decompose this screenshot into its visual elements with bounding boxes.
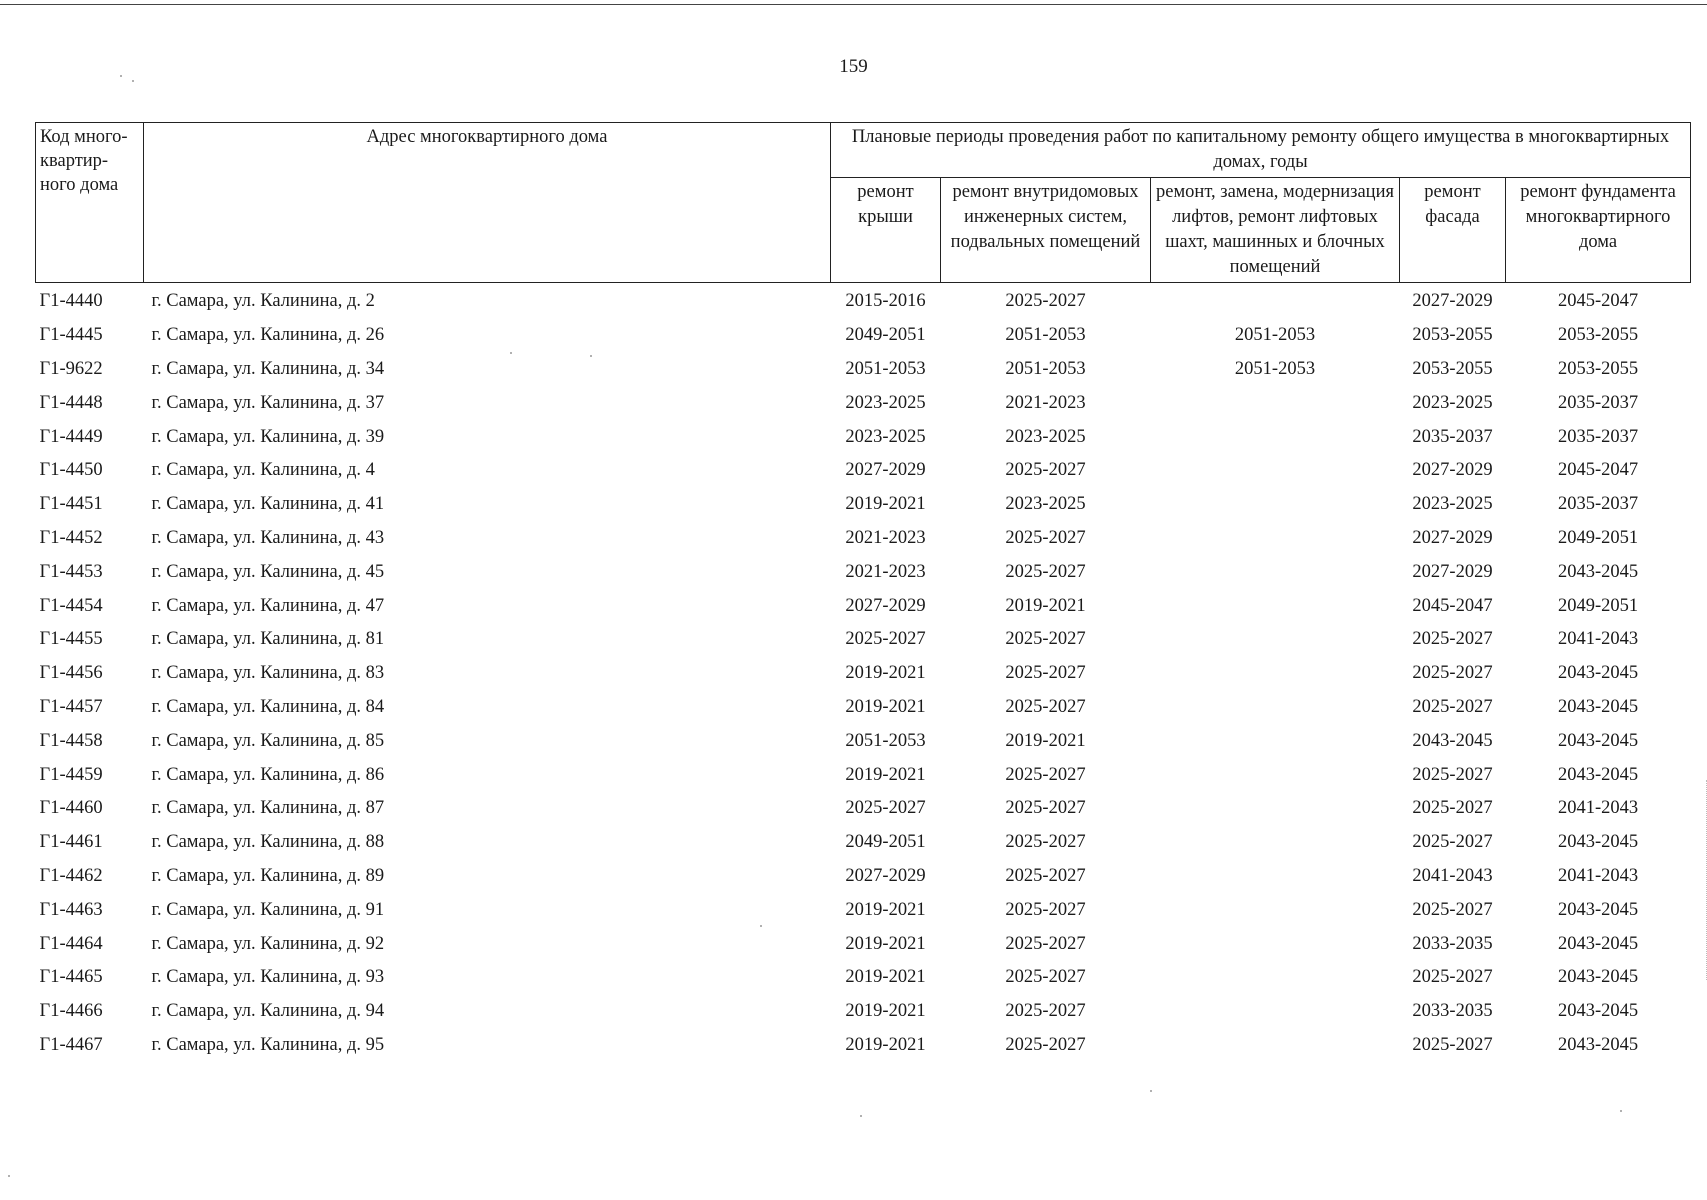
cell-facade: 2045-2047 bbox=[1412, 595, 1493, 616]
cell-address: г. Самара, ул. Калинина, д. 45 bbox=[151, 561, 385, 582]
cell-address: г. Самара, ул. Калинина, д. 47 bbox=[151, 595, 385, 616]
cell-engineering: 2025-2027 bbox=[1005, 1001, 1086, 1022]
cell-roof: 2027-2029 bbox=[845, 595, 926, 616]
table-row bbox=[36, 319, 1691, 353]
cell-roof: 2021-2023 bbox=[845, 561, 926, 582]
cell-roof: 2051-2053 bbox=[845, 358, 926, 379]
table-row bbox=[36, 961, 1691, 995]
cell-facade: 2033-2035 bbox=[1412, 1001, 1493, 1022]
cell-foundation: 2043-2045 bbox=[1557, 933, 1639, 954]
cell-address: г. Самара, ул. Калинина, д. 88 bbox=[151, 832, 385, 853]
cell-elevators bbox=[1151, 792, 1400, 826]
cell-facade: 2023-2025 bbox=[1412, 392, 1493, 413]
cell-elevators bbox=[1151, 488, 1400, 522]
cell-elevators bbox=[1151, 555, 1400, 589]
cell-roof: 2019-2021 bbox=[845, 696, 926, 717]
table-header bbox=[36, 123, 1691, 283]
cell-elevators bbox=[1151, 522, 1400, 556]
table-row bbox=[36, 724, 1691, 758]
cell-code: Г1-4467 bbox=[39, 1034, 103, 1055]
cell-facade: 2025-2027 bbox=[1412, 764, 1493, 785]
cell-code: Г1-4465 bbox=[39, 967, 103, 988]
cell-elevators bbox=[1151, 386, 1400, 420]
cell-elevators bbox=[1151, 961, 1400, 995]
cell-elevators bbox=[1151, 860, 1400, 894]
cell-facade: 2035-2037 bbox=[1412, 426, 1493, 447]
cell-code: Г1-4458 bbox=[39, 730, 103, 751]
cell-address: г. Самара, ул. Калинина, д. 87 bbox=[151, 798, 385, 819]
cell-address: г. Самара, ул. Калинина, д. 85 bbox=[151, 730, 385, 751]
cell-code: Г1-4453 bbox=[39, 561, 103, 582]
cell-foundation: 2043-2045 bbox=[1557, 1034, 1639, 1055]
cell-code: Г1-4450 bbox=[39, 460, 103, 481]
cell-foundation: 2053-2055 bbox=[1557, 325, 1639, 346]
cell-foundation: 2043-2045 bbox=[1557, 899, 1639, 920]
cell-foundation: 2043-2045 bbox=[1557, 696, 1639, 717]
cell-foundation: 2035-2037 bbox=[1557, 426, 1639, 447]
cell-foundation: 2049-2051 bbox=[1557, 595, 1639, 616]
cell-foundation: 2043-2045 bbox=[1557, 967, 1639, 988]
cell-roof: 2019-2021 bbox=[845, 933, 926, 954]
cell-roof: 2015-2016 bbox=[845, 291, 926, 312]
cell-address: г. Самара, ул. Калинина, д. 4 bbox=[151, 460, 375, 481]
cell-address: г. Самара, ул. Калинина, д. 94 bbox=[151, 1001, 385, 1022]
cell-code: Г1-4440 bbox=[39, 291, 103, 312]
table-row bbox=[36, 691, 1691, 725]
cell-code: Г1-9622 bbox=[39, 358, 103, 379]
cell-foundation: 2041-2043 bbox=[1557, 629, 1639, 650]
cell-elevators bbox=[1151, 420, 1400, 454]
cell-facade: 2023-2025 bbox=[1412, 494, 1493, 515]
cell-facade: 2053-2055 bbox=[1412, 325, 1493, 346]
cell-engineering: 2025-2027 bbox=[1005, 899, 1086, 920]
cell-address: г. Самара, ул. Калинина, д. 81 bbox=[151, 629, 385, 650]
cell-engineering: 2025-2027 bbox=[1005, 832, 1086, 853]
cell-facade: 2025-2027 bbox=[1412, 1034, 1493, 1055]
cell-code: Г1-4459 bbox=[39, 764, 103, 785]
table-row bbox=[36, 826, 1691, 860]
table-row bbox=[36, 758, 1691, 792]
cell-code: Г1-4455 bbox=[39, 629, 103, 650]
cell-engineering: 2025-2027 bbox=[1005, 460, 1086, 481]
cell-facade: 2025-2027 bbox=[1412, 798, 1493, 819]
table-row bbox=[36, 657, 1691, 691]
cell-foundation: 2043-2045 bbox=[1557, 832, 1639, 853]
cell-engineering: 2025-2027 bbox=[1005, 527, 1086, 548]
cell-code: Г1-4452 bbox=[39, 527, 103, 548]
cell-address: г. Самара, ул. Калинина, д. 86 bbox=[151, 764, 385, 785]
cell-roof: 2049-2051 bbox=[845, 325, 926, 346]
cell-address: г. Самара, ул. Калинина, д. 95 bbox=[151, 1034, 385, 1055]
cell-facade: 2025-2027 bbox=[1412, 663, 1493, 684]
cell-engineering: 2025-2027 bbox=[1005, 933, 1086, 954]
table-row bbox=[36, 386, 1691, 420]
cell-roof: 2049-2051 bbox=[845, 832, 926, 853]
cell-address: г. Самара, ул. Калинина, д. 92 bbox=[151, 933, 385, 954]
cell-foundation: 2041-2043 bbox=[1557, 798, 1639, 819]
cell-roof: 2019-2021 bbox=[845, 899, 926, 920]
cell-code: Г1-4454 bbox=[39, 595, 103, 616]
cell-foundation: 2049-2051 bbox=[1557, 527, 1639, 548]
table-row bbox=[36, 555, 1691, 589]
scan-speck bbox=[132, 80, 134, 82]
cell-elevators bbox=[1151, 995, 1400, 1029]
cell-roof: 2051-2053 bbox=[845, 730, 926, 751]
cell-address: г. Самара, ул. Калинина, д. 39 bbox=[151, 426, 385, 447]
scan-speck bbox=[860, 1115, 862, 1117]
cell-engineering: 2019-2021 bbox=[1005, 730, 1086, 751]
cell-roof: 2027-2029 bbox=[845, 460, 926, 481]
cell-facade: 2027-2029 bbox=[1412, 291, 1493, 312]
cell-roof: 2023-2025 bbox=[845, 392, 926, 413]
cell-code: Г1-4463 bbox=[39, 899, 103, 920]
cell-engineering: 2025-2027 bbox=[1005, 663, 1086, 684]
cell-roof: 2021-2023 bbox=[845, 527, 926, 548]
cell-facade: 2025-2027 bbox=[1412, 832, 1493, 853]
cell-elevators: 2051-2053 bbox=[1234, 358, 1316, 379]
table-row bbox=[36, 353, 1691, 387]
cell-engineering: 2025-2027 bbox=[1005, 291, 1086, 312]
scan-speck bbox=[1620, 1110, 1622, 1112]
table-row bbox=[36, 589, 1691, 623]
cell-facade: 2027-2029 bbox=[1412, 527, 1493, 548]
cell-code: Г1-4457 bbox=[39, 696, 103, 717]
cell-engineering: 2025-2027 bbox=[1005, 967, 1086, 988]
table-row bbox=[36, 792, 1691, 826]
cell-engineering: 2023-2025 bbox=[1005, 494, 1086, 515]
cell-engineering: 2025-2027 bbox=[1005, 764, 1086, 785]
cell-elevators bbox=[1151, 927, 1400, 961]
cell-elevators bbox=[1151, 893, 1400, 927]
table-row bbox=[36, 283, 1691, 319]
cell-roof: 2019-2021 bbox=[845, 1034, 926, 1055]
cell-facade: 2043-2045 bbox=[1412, 730, 1493, 751]
cell-facade: 2053-2055 bbox=[1412, 358, 1493, 379]
cell-foundation: 2045-2047 bbox=[1557, 291, 1639, 312]
table-row bbox=[36, 860, 1691, 894]
header-roof: ремонт крыши bbox=[831, 178, 941, 283]
cell-elevators bbox=[1151, 758, 1400, 792]
cell-code: Г1-4448 bbox=[39, 392, 103, 413]
cell-facade: 2025-2027 bbox=[1412, 696, 1493, 717]
cell-code: Г1-4449 bbox=[39, 426, 103, 447]
cell-engineering: 2025-2027 bbox=[1005, 629, 1086, 650]
cell-engineering: 2021-2023 bbox=[1005, 392, 1086, 413]
cell-code: Г1-4464 bbox=[39, 933, 103, 954]
cell-roof: 2019-2021 bbox=[845, 1001, 926, 1022]
cell-code: Г1-4460 bbox=[39, 798, 103, 819]
cell-elevators bbox=[1151, 826, 1400, 860]
cell-facade: 2033-2035 bbox=[1412, 933, 1493, 954]
cell-elevators bbox=[1151, 589, 1400, 623]
cell-address: г. Самара, ул. Калинина, д. 2 bbox=[151, 291, 375, 312]
cell-engineering: 2025-2027 bbox=[1005, 865, 1086, 886]
cell-engineering: 2025-2027 bbox=[1005, 798, 1086, 819]
cell-facade: 2025-2027 bbox=[1412, 629, 1493, 650]
cell-facade: 2027-2029 bbox=[1412, 460, 1493, 481]
table-row bbox=[36, 1029, 1691, 1063]
table-row bbox=[36, 420, 1691, 454]
cell-engineering: 2025-2027 bbox=[1005, 696, 1086, 717]
cell-address: г. Самара, ул. Калинина, д. 41 bbox=[151, 494, 385, 515]
header-address: Адрес многоквартирного дома bbox=[144, 123, 831, 283]
header-foundation: ремонт фундамента многоквартирного дома bbox=[1506, 178, 1691, 283]
cell-address: г. Самара, ул. Калинина, д. 43 bbox=[151, 527, 385, 548]
cell-foundation: 2043-2045 bbox=[1557, 663, 1639, 684]
cell-roof: 2019-2021 bbox=[845, 967, 926, 988]
cell-foundation: 2045-2047 bbox=[1557, 460, 1639, 481]
cell-elevators bbox=[1151, 657, 1400, 691]
table-row bbox=[36, 488, 1691, 522]
cell-address: г. Самара, ул. Калинина, д. 34 bbox=[151, 358, 385, 379]
table-row bbox=[36, 995, 1691, 1029]
scan-speck bbox=[1150, 1090, 1152, 1092]
cell-address: г. Самара, ул. Калинина, д. 37 bbox=[151, 392, 385, 413]
cell-engineering: 2051-2053 bbox=[1005, 325, 1086, 346]
cell-roof: 2019-2021 bbox=[845, 494, 926, 515]
cell-foundation: 2043-2045 bbox=[1557, 730, 1639, 751]
cell-elevators bbox=[1151, 1029, 1400, 1063]
table-row bbox=[36, 927, 1691, 961]
cell-address: г. Самара, ул. Калинина, д. 91 bbox=[151, 899, 385, 920]
cell-elevators: 2051-2053 bbox=[1234, 325, 1316, 346]
cell-address: г. Самара, ул. Калинина, д. 84 bbox=[151, 696, 385, 717]
cell-engineering: 2051-2053 bbox=[1005, 358, 1086, 379]
table-body bbox=[36, 283, 1691, 1063]
cell-elevators bbox=[1151, 691, 1400, 725]
table-row bbox=[36, 522, 1691, 556]
cell-engineering: 2025-2027 bbox=[1005, 1034, 1086, 1055]
header-engineering: ремонт внутридомовых инженерных систем, подвальных помещений bbox=[941, 178, 1151, 283]
cell-facade: 2041-2043 bbox=[1412, 865, 1493, 886]
cell-code: Г1-4466 bbox=[39, 1001, 103, 1022]
cell-foundation: 2043-2045 bbox=[1557, 561, 1639, 582]
table-row bbox=[36, 893, 1691, 927]
cell-foundation: 2035-2037 bbox=[1557, 494, 1639, 515]
scan-speck bbox=[8, 1175, 10, 1177]
scan-edge-marks bbox=[1700, 780, 1707, 980]
cell-facade: 2025-2027 bbox=[1412, 967, 1493, 988]
cell-code: Г1-4456 bbox=[39, 663, 103, 684]
header-code: Код много-квартир-ного дома bbox=[36, 123, 144, 283]
header-periods: Плановые периоды проведения работ по капитальному ремонту общего имущества в многоквартирных домах, годы bbox=[831, 123, 1691, 178]
cell-facade: 2025-2027 bbox=[1412, 899, 1493, 920]
header-elevators: ремонт, замена, модернизация лифтов, ремонт лифтовых шахт, машинных и блочных помещений bbox=[1151, 178, 1400, 283]
cell-address: г. Самара, ул. Калинина, д. 83 bbox=[151, 663, 385, 684]
header-facade: ремонт фасада bbox=[1400, 178, 1506, 283]
cell-engineering: 2019-2021 bbox=[1005, 595, 1086, 616]
capital-repair-table bbox=[35, 122, 1691, 1062]
cell-roof: 2023-2025 bbox=[845, 426, 926, 447]
cell-foundation: 2041-2043 bbox=[1557, 865, 1639, 886]
scan-speck bbox=[120, 75, 122, 77]
cell-facade: 2027-2029 bbox=[1412, 561, 1493, 582]
cell-elevators bbox=[1151, 623, 1400, 657]
cell-roof: 2019-2021 bbox=[845, 663, 926, 684]
cell-foundation: 2043-2045 bbox=[1557, 1001, 1639, 1022]
cell-roof: 2025-2027 bbox=[845, 798, 926, 819]
table-row bbox=[36, 454, 1691, 488]
cell-code: Г1-4451 bbox=[39, 494, 103, 515]
page-number: 159 bbox=[839, 56, 868, 77]
cell-address: г. Самара, ул. Калинина, д. 26 bbox=[151, 325, 385, 346]
cell-code: Г1-4462 bbox=[39, 865, 103, 886]
cell-engineering: 2023-2025 bbox=[1005, 426, 1086, 447]
cell-address: г. Самара, ул. Калинина, д. 89 bbox=[151, 865, 385, 886]
cell-foundation: 2053-2055 bbox=[1557, 358, 1639, 379]
cell-code: Г1-4445 bbox=[39, 325, 103, 346]
cell-foundation: 2043-2045 bbox=[1557, 764, 1639, 785]
cell-code: Г1-4461 bbox=[39, 832, 103, 853]
cell-elevators bbox=[1151, 454, 1400, 488]
top-scan-rule bbox=[0, 4, 1707, 5]
cell-elevators bbox=[1151, 724, 1400, 758]
cell-elevators bbox=[1151, 283, 1400, 319]
cell-engineering: 2025-2027 bbox=[1005, 561, 1086, 582]
cell-roof: 2025-2027 bbox=[845, 629, 926, 650]
cell-address: г. Самара, ул. Калинина, д. 93 bbox=[151, 967, 385, 988]
cell-roof: 2019-2021 bbox=[845, 764, 926, 785]
cell-foundation: 2035-2037 bbox=[1557, 392, 1639, 413]
table-row bbox=[36, 623, 1691, 657]
cell-roof: 2027-2029 bbox=[845, 865, 926, 886]
